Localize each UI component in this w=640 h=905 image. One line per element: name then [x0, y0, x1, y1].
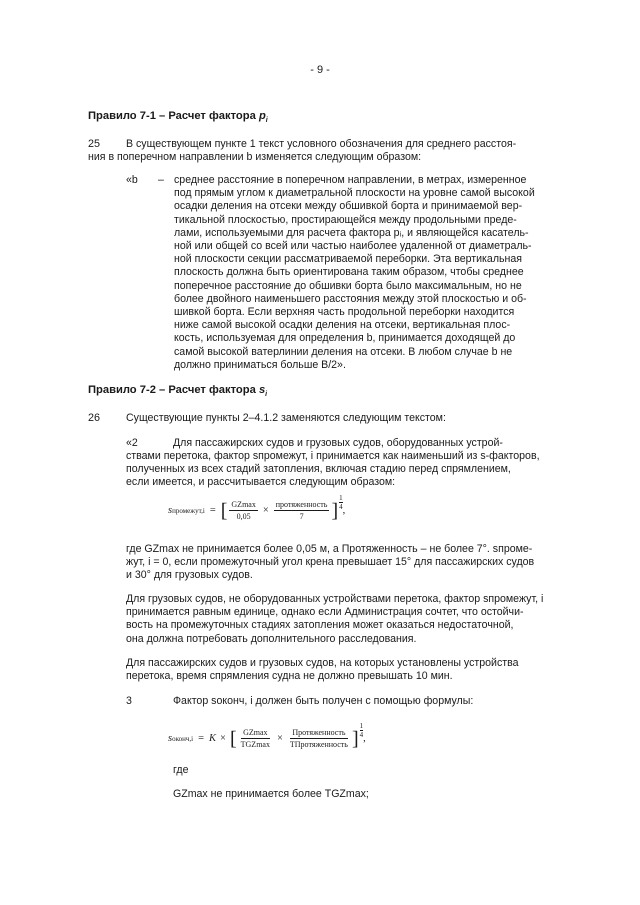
formula-times-2: ×	[276, 733, 283, 744]
cargo-line: принимается равным единице, однако если Администрация сочтет, что остойчи-	[126, 606, 524, 619]
heading-var: p	[258, 110, 266, 122]
paragraph-number-25: 25	[88, 138, 101, 150]
item-3-label: 3	[126, 695, 132, 707]
formula-s-intermediate	[168, 494, 346, 522]
item-2-line: ствами перетока, фактор sпромежут, i принимается как наименьший из s-факторов,	[126, 450, 540, 462]
def-line: лами, используемыми для расчета фактора pᵢ, и являющейся касатель-	[174, 226, 529, 239]
formula-exponent: 1 4	[339, 494, 343, 511]
section-heading-rule-7-1	[88, 110, 268, 124]
formula-fraction-1: $\frac{GZmax}{\text{TGZmax}}$	[240, 728, 270, 749]
cargo-line: вость на промежуточных стадиях затопления может оказаться недостаточной,	[126, 619, 514, 632]
def-line: самой высокой ватерлинии деления на отсеки. В любом случае b не	[174, 345, 513, 358]
paragraph-25-line-2: ния в поперечном направлении b изменяется следующим образом:	[88, 151, 422, 163]
paragraph-number-26: 26	[88, 412, 101, 424]
formula-bracket-left: [	[220, 499, 228, 522]
paragraph-26-text: Существующие пункты 2–4.1.2 заменяются следующим текстом:	[126, 412, 446, 424]
heading-text: Правило 7-2 – Расчет фактора	[88, 384, 259, 396]
def-line: плоскость должна быть ориентирована таким образом, чтобы среднее	[174, 266, 524, 279]
page-number: - 9 -	[310, 64, 330, 76]
def-line: ной или общей со всей или частью наиболее удаленной от диаметраль-	[174, 240, 532, 253]
formula-bracket-right: ]	[351, 727, 359, 750]
time-line: перетока, время спрямления судна не должно превышать 10 мин.	[126, 670, 453, 683]
def-line: ниже самой высокой осадки деления на отсеки, вертикальная плос-	[174, 319, 511, 332]
formula-bracket-right: ]	[331, 499, 339, 522]
equalization-time-paragraph	[126, 657, 566, 683]
def-line: осадки деления на отсеки между обшивкой борта и принимаемой вер-	[174, 200, 523, 213]
definition-dash: –	[158, 174, 164, 186]
gzmax-limit-line: GZmax не принимается более TGZmax;	[173, 788, 369, 800]
def-line: под прямым углом к диаметральной плоскости на уровне самой высокой	[174, 187, 535, 200]
formula-times: ×	[262, 505, 269, 516]
paragraph-25-line-1: В существующем пункте 1 текст условного обозначения для среднего расстоя-	[126, 138, 517, 150]
formula-exponent: 1 4	[359, 722, 364, 739]
formula-lhs-sub: оконч,i	[172, 734, 194, 743]
cargo-ships-paragraph	[126, 593, 566, 646]
formula-equals: =	[198, 733, 205, 744]
item-2-line: полученных из всех стадий затопления, включая стадию перед спрямлением,	[126, 463, 511, 476]
heading-var: s	[258, 384, 266, 396]
time-line: Для пассажирских судов и грузовых судов, на которых установлены устройства	[126, 657, 519, 669]
where-line: где GZmax не принимается более 0,05 м, а Протяженность – не более 7°. sпроме-	[126, 543, 533, 555]
def-line: более двойного наименьшего расстояния между этой плоскостью и об-	[174, 292, 527, 305]
where-line: и 30° для грузовых судов.	[126, 569, 253, 582]
where-line: жут, i = 0, если промежуточный угол крена превышает 15° для пассажирских судов	[126, 556, 535, 569]
heading-sub: i	[265, 391, 268, 399]
def-line: тикальной плоскостью, простирающейся между продольными преде-	[174, 213, 517, 226]
heading-text: Правило 7-1 – Расчет фактора	[88, 110, 259, 122]
def-line: должно приниматься больше B/2».	[174, 358, 346, 371]
item-2-text	[126, 450, 566, 490]
where-block-1	[126, 543, 566, 583]
item-3-text: Фактор sоконч, i должен быть получен с помощью формулы:	[173, 695, 474, 707]
formula-comma: ,	[342, 505, 346, 516]
where-label: где	[173, 764, 189, 776]
item-2-line: если имеется, и рассчитывается следующим образом:	[126, 476, 396, 489]
formula-comma: ,	[363, 733, 366, 744]
formula-lhs: s	[168, 733, 173, 744]
formula-lhs-sub: промежут,i	[172, 506, 205, 515]
formula-fraction-2: $\frac{\text{протяженность}}{7}$	[275, 500, 328, 521]
def-line: шивкой борта. Если верхняя часть продольной переборки находится	[174, 306, 515, 319]
item-2-label: «2	[126, 437, 138, 449]
definition-label: «b	[126, 174, 138, 186]
item-2-line-1: Для пассажирских судов и грузовых судов, оборудованных устрой-	[173, 437, 503, 449]
def-line: ной плоскости секции рассматриваемой переборки. Эта вертикальная	[174, 253, 522, 266]
formula-s-final	[168, 722, 366, 750]
definition-b-text	[174, 174, 566, 372]
formula-bracket-left: [	[229, 727, 237, 750]
formula-equals: =	[209, 505, 216, 516]
def-line: среднее расстояние в поперечном направлении, в метрах, измеренное	[174, 174, 527, 186]
heading-sub: i	[265, 117, 268, 125]
formula-times: ×	[220, 733, 226, 744]
formula-fraction-2: $\frac{\text{Протяженность}}{\text{TПротяженность}}$	[289, 728, 348, 749]
formula-lhs: s	[168, 505, 173, 516]
cargo-line: она должна потребовать дополнительного расследования.	[126, 632, 417, 645]
cargo-line: Для грузовых судов, не оборудованных устройствами перетока, фактор sпромежут, i	[126, 593, 544, 605]
def-line: поперечное расстояние до обшивки борта было максимальным, но не	[174, 279, 522, 292]
formula-k: K	[209, 733, 217, 744]
def-line: кость, используемая для определения b, принимается доходящей до	[174, 332, 516, 345]
formula-fraction-1: $\frac{GZmax}{0,05}$	[231, 500, 256, 521]
section-heading-rule-7-2	[88, 384, 267, 398]
